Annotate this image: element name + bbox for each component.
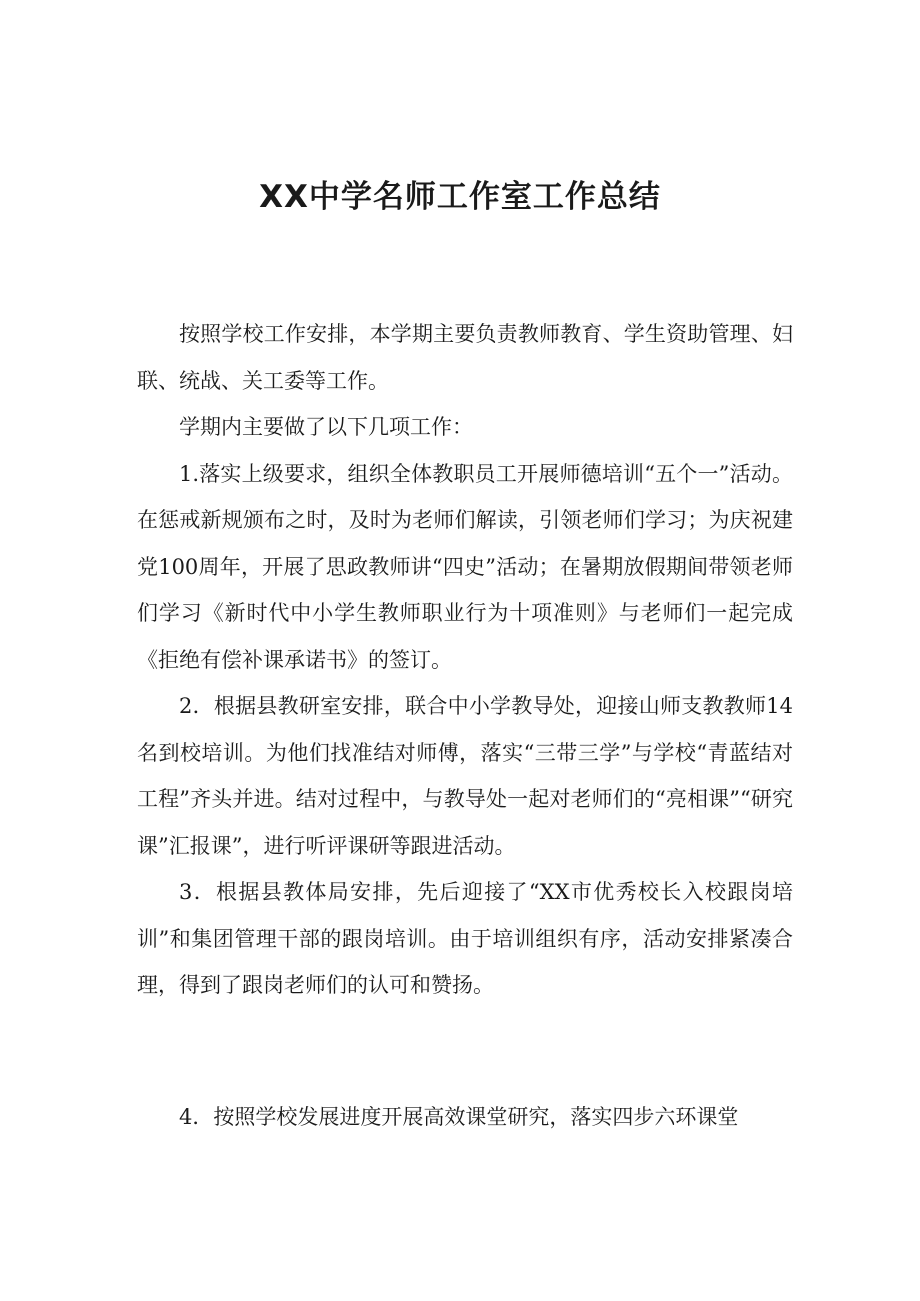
paragraph-intro: 按照学校工作安排，本学期主要负责教师教育、学生资助管理、妇联、统战、关工委等工作。 — [137, 322, 793, 393]
paragraph-item-2: 2．根据县教研室安排，联合中小学教导处，迎接山师支教教师14名到校培训。为他们找准结对师傅，落实“三带三学”与学校“青蓝结对工程”齐头并进。结对过程中，与教导处一起对老师们的“亮相课”“研究课”汇报课”，进行听评课研等跟进活动。 — [137, 694, 793, 858]
document-title: XX中学名师工作室工作总结 — [259, 179, 661, 215]
paragraph-lead: 学期内主要做了以下几项工作： — [179, 415, 473, 439]
paragraph-item-3: 3．根据县教体局安排，先后迎接了“XX市优秀校长入校跟岗培训”和集团管理干部的跟岗培训。由于培训组织有序，活动安排紧凑合理，得到了跟岗老师们的认可和赞扬。 — [137, 880, 793, 997]
document-body — [137, 311, 793, 1009]
paragraph-item-1: 1.落实上级要求，组织全体教职员工开展师德培训“五个一”活动。在惩戒新规颁布之时，及时为老师们解读，引领老师们学习；为庆祝建党100周年，开展了思政教师讲“四史”活动；在暑期放假期间带领老师们学习《新时代中小学生教师职业行为十项准则》与老师们一起完成《拒绝有偿补课承诺书》的签订。 — [137, 461, 793, 672]
document-body-continued — [137, 1094, 793, 1141]
paragraph-item-4: 4．按照学校发展进度开展高效课堂研究，落实四步六环课堂 — [179, 1105, 739, 1129]
